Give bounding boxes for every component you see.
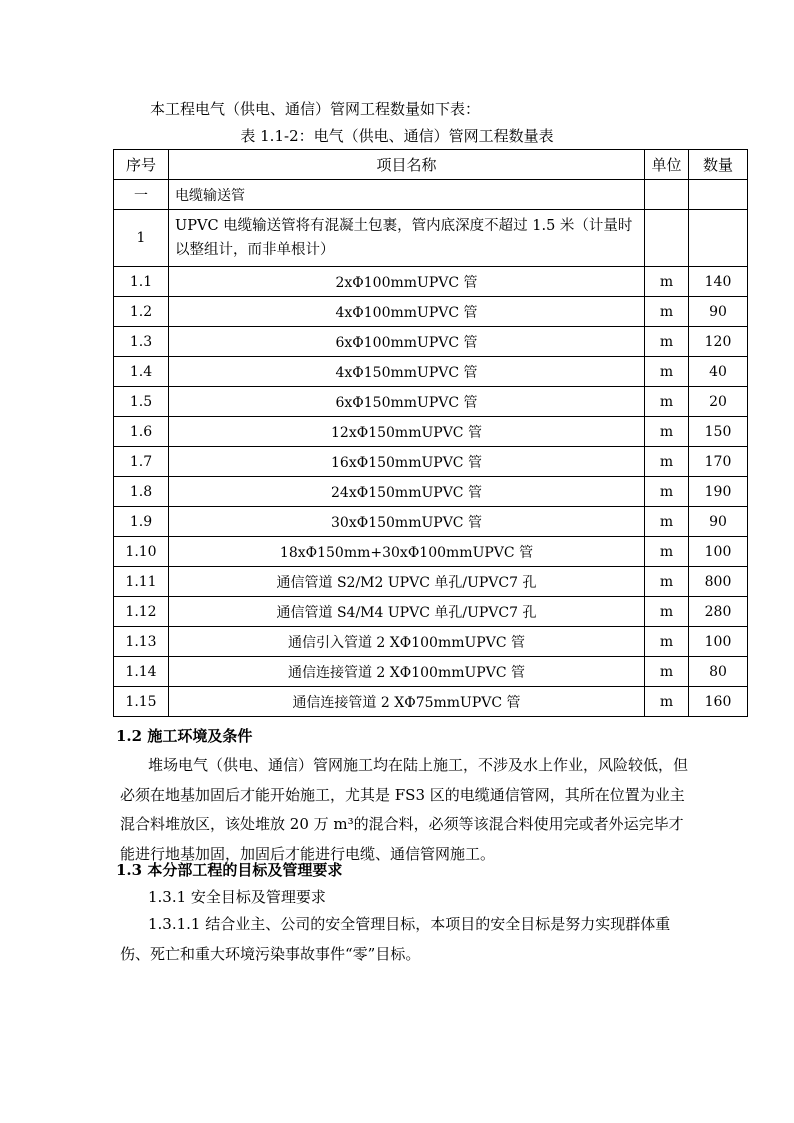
row-qty: 80 — [689, 657, 748, 687]
row-unit: m — [645, 327, 689, 357]
row-unit: m — [645, 657, 689, 687]
section-1-3-heading: 1.3 本分部工程的目标及管理要求 — [116, 861, 343, 879]
table-row — [114, 327, 748, 357]
table-row — [114, 567, 748, 597]
header-qty: 数量 — [689, 150, 748, 180]
row-no: 1.13 — [114, 627, 169, 657]
row-no: 1.7 — [114, 447, 169, 477]
note-qty — [689, 210, 748, 267]
row-qty: 120 — [689, 327, 748, 357]
row-name: 18xΦ150mm+30xΦ100mmUPVC 管 — [169, 537, 645, 567]
row-qty: 90 — [689, 507, 748, 537]
row-no: 1.3 — [114, 327, 169, 357]
row-unit: m — [645, 597, 689, 627]
row-no: 1.5 — [114, 387, 169, 417]
row-name: 24xΦ150mmUPVC 管 — [169, 477, 645, 507]
section-1-2-text: 堆场电气（供电、通信）管网施工均在陆上施工，不涉及水上作业，风险较低，但必须在地基加固后才能开始施工，尤其是 FS3 区的电缆通信管网，其所在位置为业主混合料堆放区，该处堆放 20 万 m³的混合料，必须等该混合料使用完或者外运完毕才能进行地基加固，加固后才能进行电缆、通信管网施工。 — [120, 756, 689, 863]
row-no: 1.11 — [114, 567, 169, 597]
table-caption: 表 1.1-2：电气（供电、通信）管网工程数量表 — [240, 127, 554, 145]
header-no: 序号 — [114, 150, 169, 180]
section-qty — [689, 180, 748, 210]
table-row — [114, 657, 748, 687]
row-unit: m — [645, 687, 689, 717]
section-row — [114, 180, 748, 210]
row-unit: m — [645, 567, 689, 597]
row-no: 1.10 — [114, 537, 169, 567]
row-no: 1.15 — [114, 687, 169, 717]
section-name: 电缆输送管 — [169, 180, 645, 210]
section-1-3-body — [120, 910, 692, 969]
table-row — [114, 297, 748, 327]
row-no: 1.9 — [114, 507, 169, 537]
row-no: 1.6 — [114, 417, 169, 447]
header-unit: 单位 — [645, 150, 689, 180]
section-1-2-body — [120, 751, 692, 869]
row-qty: 90 — [689, 297, 748, 327]
row-name: 6xΦ150mmUPVC 管 — [169, 387, 645, 417]
table-row — [114, 477, 748, 507]
row-qty: 20 — [689, 387, 748, 417]
row-unit: m — [645, 267, 689, 297]
row-qty: 800 — [689, 567, 748, 597]
row-unit: m — [645, 537, 689, 567]
row-qty: 190 — [689, 477, 748, 507]
row-unit: m — [645, 477, 689, 507]
note-row — [114, 210, 748, 267]
table-row — [114, 267, 748, 297]
section-unit — [645, 180, 689, 210]
row-name: 2xΦ100mmUPVC 管 — [169, 267, 645, 297]
row-qty: 100 — [689, 627, 748, 657]
row-no: 1.14 — [114, 657, 169, 687]
row-name: 16xΦ150mmUPVC 管 — [169, 447, 645, 477]
note-unit — [645, 210, 689, 267]
table-row — [114, 387, 748, 417]
table-row — [114, 537, 748, 567]
row-name: 通信管道 S2/M2 UPVC 单孔/UPVC7 孔 — [169, 567, 645, 597]
row-name: 4xΦ150mmUPVC 管 — [169, 357, 645, 387]
quantity-table — [113, 149, 748, 717]
table-row — [114, 357, 748, 387]
row-qty: 100 — [689, 537, 748, 567]
table-row — [114, 507, 748, 537]
table-row — [114, 597, 748, 627]
section-1-2-heading: 1.2 施工环境及条件 — [116, 727, 253, 745]
row-qty: 160 — [689, 687, 748, 717]
row-name: 通信连接管道 2 XΦ100mmUPVC 管 — [169, 657, 645, 687]
row-no: 1.2 — [114, 297, 169, 327]
row-name: 4xΦ100mmUPVC 管 — [169, 297, 645, 327]
row-qty: 280 — [689, 597, 748, 627]
row-name: 30xΦ150mmUPVC 管 — [169, 507, 645, 537]
table-header-row — [114, 150, 748, 180]
row-unit: m — [645, 357, 689, 387]
row-no: 1.1 — [114, 267, 169, 297]
row-unit: m — [645, 507, 689, 537]
table-body — [114, 180, 748, 717]
row-unit: m — [645, 447, 689, 477]
table-row — [114, 627, 748, 657]
table-row — [114, 447, 748, 477]
note-no: 1 — [114, 210, 169, 267]
row-name: 通信连接管道 2 XΦ75mmUPVC 管 — [169, 687, 645, 717]
row-qty: 150 — [689, 417, 748, 447]
row-no: 1.4 — [114, 357, 169, 387]
section-1-3-text: 1.3.1.1 结合业主、公司的安全管理目标，本项目的安全目标是努力实现群体重伤、死亡和重大环境污染事故事件“零”目标。 — [120, 915, 671, 963]
row-no: 1.12 — [114, 597, 169, 627]
section-no: 一 — [114, 180, 169, 210]
row-unit: m — [645, 387, 689, 417]
row-name: 通信引入管道 2 XΦ100mmUPVC 管 — [169, 627, 645, 657]
row-unit: m — [645, 417, 689, 447]
row-qty: 170 — [689, 447, 748, 477]
note-text: UPVC 电缆输送管将有混凝土包裹，管内底深度不超过 1.5 米（计量时以整组计，而非单根计） — [169, 210, 645, 267]
row-qty: 40 — [689, 357, 748, 387]
intro-text: 本工程电气（供电、通信）管网工程数量如下表： — [150, 100, 481, 118]
row-no: 1.8 — [114, 477, 169, 507]
row-unit: m — [645, 297, 689, 327]
row-unit: m — [645, 627, 689, 657]
header-name: 项目名称 — [169, 150, 645, 180]
row-name: 6xΦ100mmUPVC 管 — [169, 327, 645, 357]
table-row — [114, 687, 748, 717]
row-name: 通信管道 S4/M4 UPVC 单孔/UPVC7 孔 — [169, 597, 645, 627]
row-qty: 140 — [689, 267, 748, 297]
row-name: 12xΦ150mmUPVC 管 — [169, 417, 645, 447]
section-1-3-1-heading: 1.3.1 安全目标及管理要求 — [148, 888, 326, 906]
table-row — [114, 417, 748, 447]
